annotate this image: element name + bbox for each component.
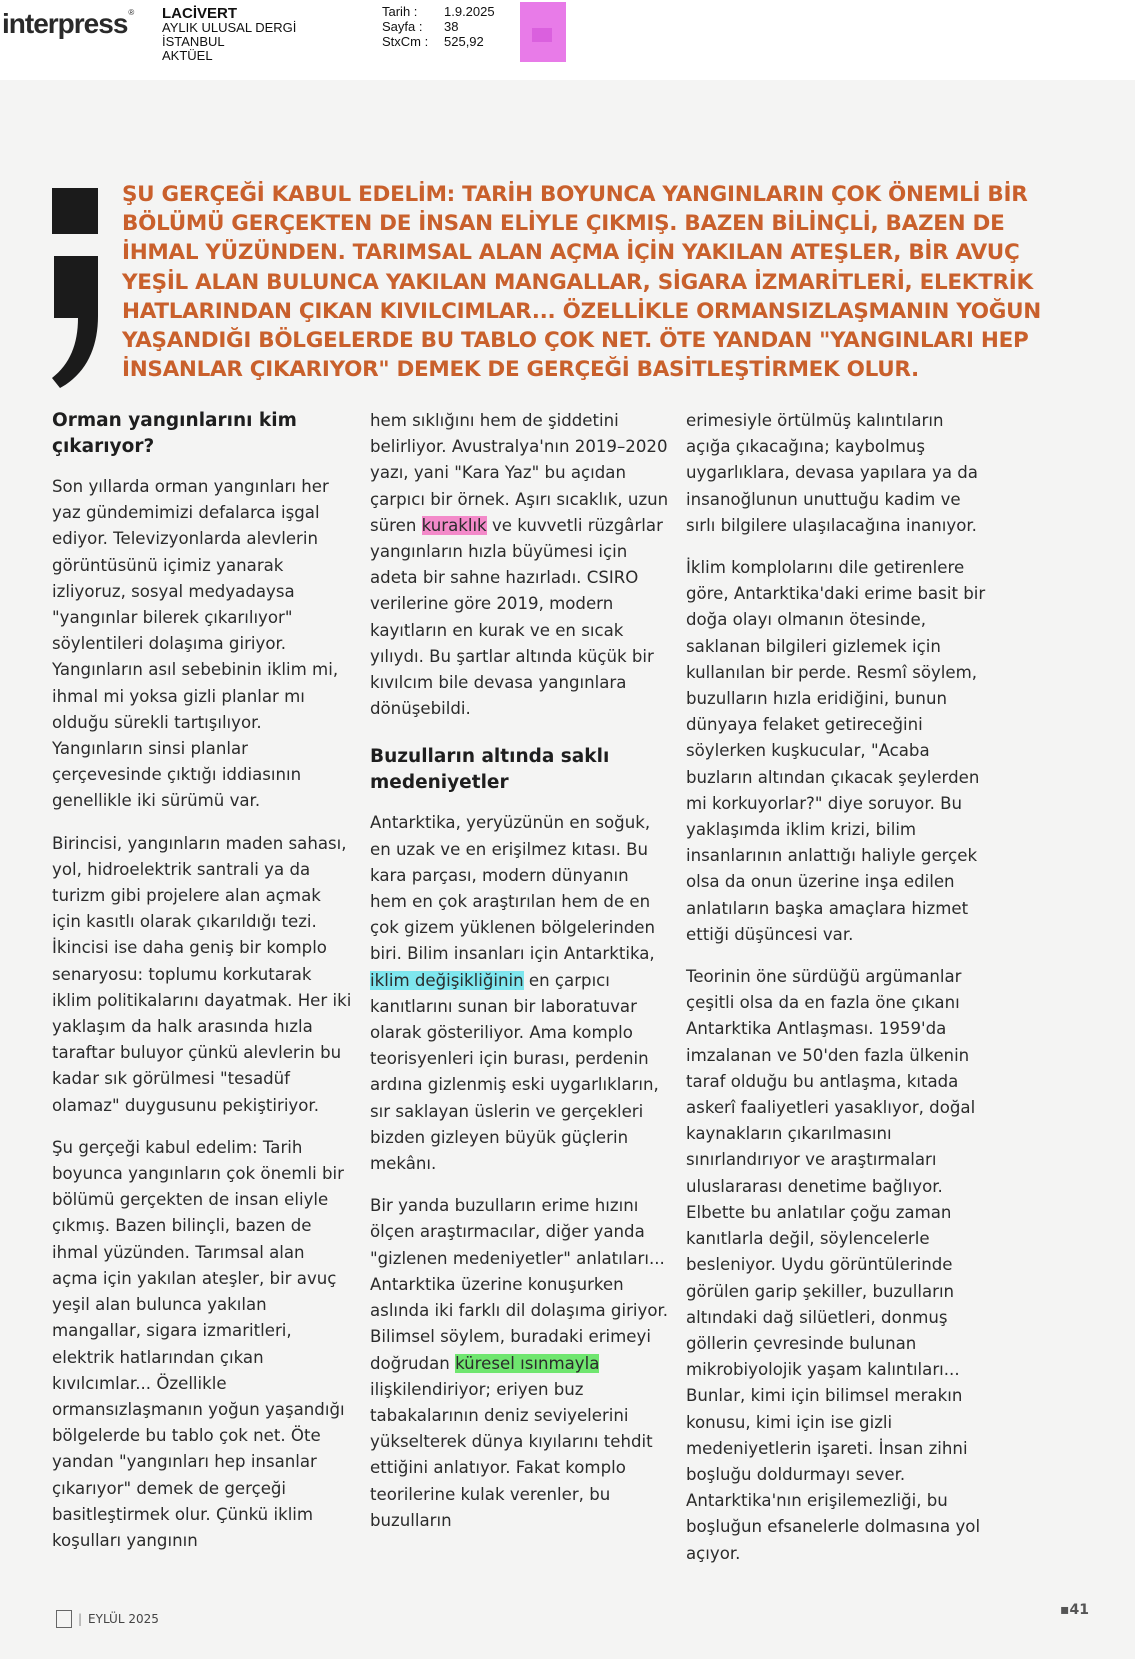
publication-city: İSTANBUL	[162, 34, 225, 49]
paragraph: Birincisi, yangınların maden sahası, yol, hidroelektrik santrali ya da turizm gibi projelere alan açmak için kasıtlı olarak çıkarıldığı tezi. İkincisi ise daha geniş bir komplo senaryosu: toplumu korkutarak iklim politikalarını dayatmak. Her iki yaklaşım da halk arasında hızla taraftar buluyor çünkü alevlerin bu kadar sık görülmesi "tesadüf olamaz" duygusunu pekiştiriyor.	[52, 833, 352, 1115]
publication-name: LACİVERT	[162, 5, 237, 22]
section-heading: Orman yangınlarını kim çıkarıyor?	[52, 410, 297, 457]
interpress-logo: interpress®	[2, 8, 134, 39]
paragraph: Şu gerçeği kabul edelim: Tarih boyunca yangınların çok önemli bir bölümü gerçekten de insan eliyle çıkmış. Bazen bilinçli, bazen de ihmal yüzünden. Tarımsal alan açma için yakılan ateşler, bir avuç yeşil alan bulunca yakılan mangallar, sigara izmaritleri, elektrik hatlarından çıkan kıvılcımlar... Özellikle ormansızlaşmanın yoğun yaşandığı bölgelerde bu tablo çok net. Öte yandan "yangınları hep insanlar çıkarıyor" demek de gerçeği basitleştirmek olur. Çünkü iklim koşulları yangının	[52, 1137, 345, 1550]
highlight-cyan: iklim değişikliğinin	[370, 970, 524, 990]
paragraph: erimesiyle örtülmüş kalıntıların açığa çıkacağına; kaybolmuş uygarlıklara, devasa yapılara ya da insanoğlunun unuttuğu kadim ve sırlı bilgilere ulaşılacağına inanıyor.	[686, 411, 978, 535]
date-value: 1.9.2025	[444, 4, 495, 19]
publication-section: AKTÜEL	[162, 48, 213, 63]
pull-quote: ŞU GERÇEĞİ KABUL EDELİM: TARİH BOYUNCA YANGINLARIN ÇOK ÖNEMLİ BİR BÖLÜMÜ GERÇEKTEN DE İNSAN ELİYLE ÇIKMIŞ. BAZEN BİLİNÇLİ, BAZEN DE İHMAL YÜZÜNDEN. TARIMSAL ALAN AÇMA İÇİN YAKILAN ATEŞLER, BİR AVUÇ YEŞİL ALAN BULUNCA YAKILAN MANGALLAR, SİGARA İZMARİTLERİ, ELEKTRİK HATLARINDAN ÇIKAN KIVILCIMLAR... ÖZELLİKLE ORMANSIZLAŞMANIN YOĞUN YAŞANDIĞI BÖLGELERDE BU TABLO ÇOK NET. ÖTE YANDAN "YANGINLARI HEP İNSANLAR ÇIKARIYOR" DEMEK DE GERÇEĞİ BASİTLEŞTİRMEK OLUR.	[122, 182, 1041, 383]
section-heading: Buzulların altında saklı medeniyetler	[370, 746, 610, 794]
date-label: Tarih :	[382, 4, 418, 19]
publication-frequency: AYLIK ULUSAL DERGİ	[162, 20, 297, 35]
issue-label: EYLÜL 2025	[88, 1612, 159, 1626]
article-column-1	[52, 408, 352, 1570]
page-number: ▪41	[1060, 1602, 1089, 1618]
stxcm-value: 525,92	[444, 34, 484, 49]
clipping-header	[0, 0, 1135, 80]
article-column-3	[686, 408, 986, 1583]
highlight-pink: kuraklık	[421, 515, 487, 535]
publication-info	[162, 6, 296, 63]
clipping-meta	[382, 4, 495, 49]
highlight-green: küresel ısınmayla	[455, 1353, 600, 1373]
paragraph: Bir yanda buzulların erime hızını ölçen araştırmacılar, diğer yanda "gizlenen medeniyetler" anlatıları... Antarktika üzerine konuşurken aslında iki farklı dil dolaşıma giriyor. Bilimsel söylem, buradaki erimeyi doğrudan küresel ısınmayla ilişkilendiriyor; eriyen buz tabakalarının deniz seviyelerini yükselterek dünya kıyılarını tehdit ettiğini anlatıyor. Fakat komplo teorilerine kulak verenler, bu buzulların	[370, 1196, 669, 1530]
article-column-2	[370, 408, 670, 1550]
stxcm-label: StxCm :	[382, 34, 429, 49]
magazine-page	[0, 80, 1135, 1659]
quote-mark-icon	[52, 188, 102, 388]
page-label: Sayfa :	[382, 19, 423, 34]
paragraph: Antarktika, yeryüzünün en soğuk, en uzak ve en erişilmez kıtası. Bu kara parçası, modern dünyanın hem en çok araştırılan hem de en çok gizem yüklenen bölgelerinden biri. Bilim insanları için Antarktika, iklim değişikliğinin en çarpıcı kanıtlarını sunan bir laboratuvar olarak gösteriliyor. Ama komplo teorisyenleri için burası, perdenin ardına gizlenmiş eski uygarlıkların, sır saklayan üslerin ve gerçekleri bizden gizleyen büyük güçlerin mekânı.	[370, 813, 659, 1174]
paragraph: Son yıllarda orman yangınları her yaz gündemimizi defalarca işgal ediyor. Televizyonlarda alevlerin görüntüsünü içimiz yanarak izliyoruz, sosyal medyadaysa "yangınlar bilerek çıkarılıyor" söylentileri dolaşıma giriyor. Yangınların asıl sebebinin iklim mi, ihmal mi yoksa gizli planlar mı olduğu sürekli tartışılıyor. Yangınların sinsi planlar çerçevesinde çıktığı iddiasının genellikle iki sürümü var.	[52, 477, 339, 811]
magazine-logo-icon	[56, 1610, 72, 1628]
barcode-mark	[520, 2, 566, 62]
page-value: 38	[444, 19, 459, 34]
page-footer: | EYLÜL 2025	[56, 1610, 159, 1628]
paragraph: hem sıklığını hem de şiddetini belirliyor. Avustralya'nın 2019–2020 yazı, yani "Kara Yaz" bu açıdan çarpıcı bir örnek. Aşırı sıcaklık, uzun süren kuraklık ve kuvvetli rüzgârlar yangınların hızla büyümesi için adeta bir sahne hazırladı. CSIRO verilerine göre 2019, modern kayıtların en kurak ve en sıcak yılıydı. Bu şartlar altında küçük bir kıvılcım bile devasa yangınlara dönüşebildi.	[370, 411, 669, 719]
paragraph: İklim komplolarını dile getirenlere göre, Antarktika'daki erime basit bir doğa olayı olmanın ötesinde, saklanan bilgileri gizlemek için kullanılan bir perde. Resmî söylem, buzulların hızla eridiğini, bunun dünyaya felaket getireceğini söylerken kuşkucular, "Acaba buzların altından çıkacak şeylerden mi korkuyorlar?" diye soruyor. Bu yaklaşımda iklim krizi, bilim insanlarının anlattığı haliyle gerçek olsa da onun üzerine inşa edilen anlatıların başka amaçlara hizmet ettiği düşüncesi var.	[686, 558, 986, 944]
paragraph: Teorinin öne sürdüğü argümanlar çeşitli olsa da en fazla öne çıkanı Antarktika Antlaşması. 1959'da imzalanan ve 50'den fazla ülkenin taraf olduğu bu antlaşma, kıtada askerî faaliyetleri yasaklıyor, doğal kaynakların çıkarılmasını sınırlandırıyor ve araştırmaları uluslararası denetime bağlıyor. Elbette bu anlatılar çoğu zaman kanıtlarla değil, söylencelerle besleniyor. Uydu görüntülerinde görülen garip şekiller, buzulların altındaki dağ silüetleri, donmuş göllerin çevresinde bulunan mikrobiyolojik yaşam kalıntıları... Bunlar, kimi için bilimsel merakın konusu, kimi için ise gizli medeniyetlerin işareti. İnsan zihni boşluğu doldurmayı sever. Antarktika'nın erişilemezliği, bu boşluğun efsanelerle dolmasına yol açıyor.	[686, 967, 981, 1563]
